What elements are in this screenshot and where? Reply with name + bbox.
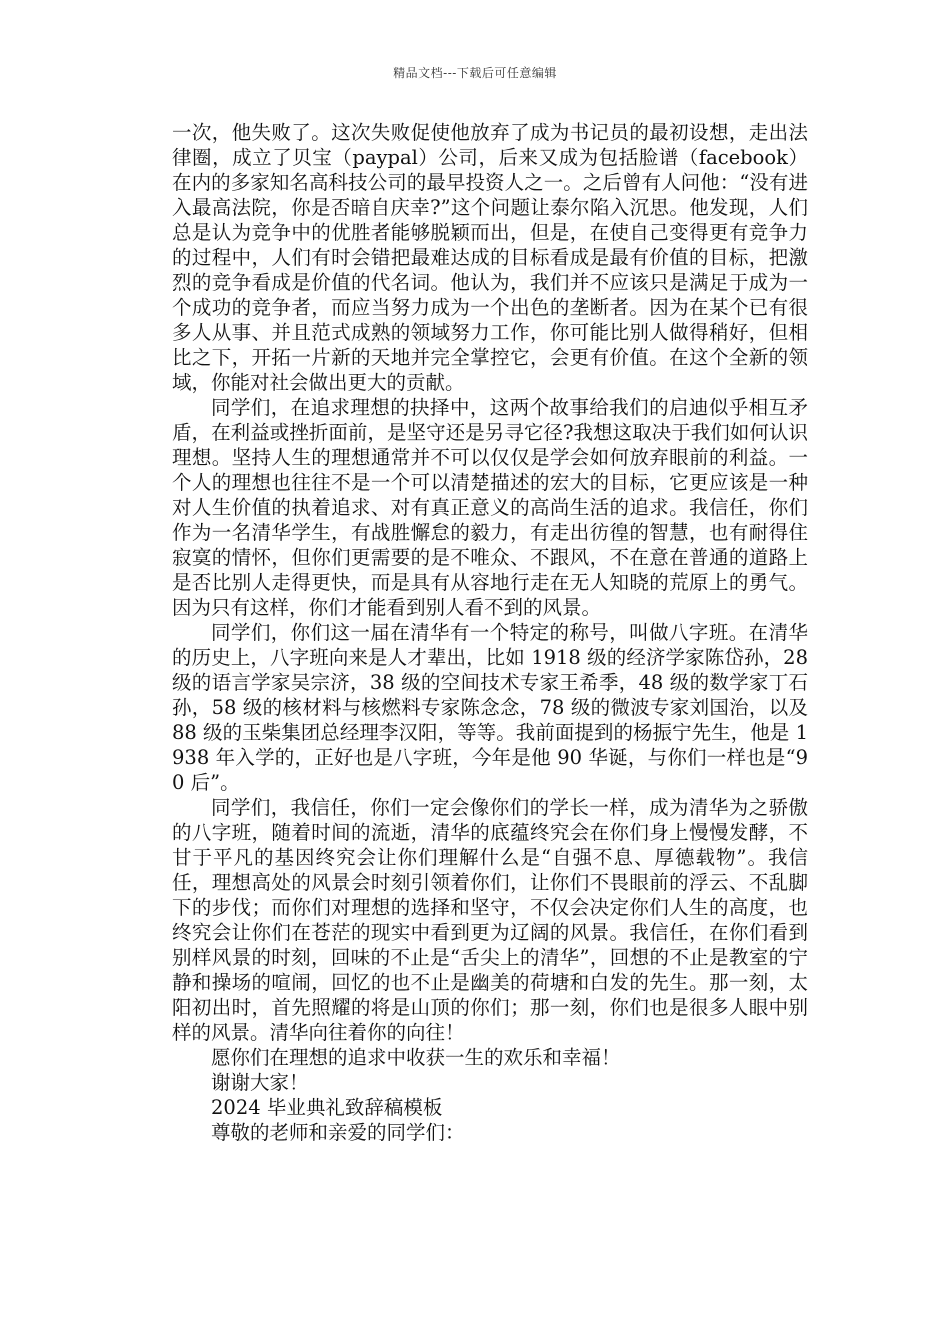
document-body	[172, 120, 808, 1145]
section-title: 2024 毕业典礼致辞稿模板	[211, 1096, 443, 1119]
paragraph: 同学们，我信任，你们一定会像你们的学长一样，成为清华为之骄傲的八字班，随着时间的流逝，清华的底蕴终究会在你们身上慢慢发酵，不甘于平凡的基因终究会让你们理解什么是“自强不息、厚德载物”。我信任，理想高处的风景会时刻引领着你们，让你们不畏眼前的浮云、不乱脚下的步伐；而你们对理想的选择和坚守，不仅会决定你们人生的高度，也终究会让你们在苍茫的现实中看到更为辽阔的风景。我信任，在你们看到别样风景的时刻，回味的不止是“舌尖上的清华”，回想的不止是教室的宁静和操场的喧闹，回忆的也不止是幽美的荷塘和白发的先生。那一刻，太阳初出时，首先照耀的将是山顶的你们；那一刻，你们也是很多人眼中别样的风景。清华向往着你的向往！	[172, 796, 808, 1044]
paragraph: 同学们，在追求理想的抉择中，这两个故事给我们的启迪似乎相互矛盾，在利益或挫折面前，是坚守还是另寻它径?我想这取决于我们如何认识理想。坚持人生的理想通常并不可以仅仅是学会如何放弃眼前的利益。一个人的理想也往往不是一个可以清楚描述的宏大的目标，它更应该是一种对人生价值的执着追求、对有真正意义的高尚生活的追求。我信任，你们作为一名清华学生，有战胜懈怠的毅力，有走出彷徨的智慧，也有耐得住寂寞的情怀，但你们更需要的是不唯众、不跟风，不在意在普通的道路上是否比别人走得更快，而是具有从容地行走在无人知晓的荒原上的勇气。因为只有这样，你们才能看到别人看不到的风景。	[172, 396, 808, 619]
paragraph-continuation: 一次，他失败了。这次失败促使他放弃了成为书记员的最初设想，走出法律圈，成立了贝宝（paypal）公司，后来又成为包括脸谱（facebook）在内的多家知名高科技公司的最早投资人之一。之后曾有人问他：“没有进入最高法院，你是否暗自庆幸?”这个问题让泰尔陷入沉思。他发现，人们总是认为竞争中的优胜者能够脱颖而出，但是，在使自己变得更有竞争力的过程中，人们有时会错把最难达成的目标看成是最有价值的目标，把激烈的竞争看成是价值的代名词。他认为，我们并不应该只是满足于成为一个成功的竞争者，而应当努力成为一个出色的垄断者。因为在某个已有很多人从事、并且范式成熟的领域努力工作，你可能比别人做得稍好，但相比之下，开拓一片新的天地并完全掌控它，会更有价值。在这个全新的领域，你能对社会做出更大的贡献。	[172, 121, 808, 394]
salutation: 尊敬的老师和亲爱的同学们：	[211, 1121, 465, 1144]
page-header: 精品文档---下载后可任意编辑	[393, 66, 557, 80]
thanks-line: 谢谢大家！	[211, 1071, 309, 1094]
paragraph: 同学们，你们这一届在清华有一个特定的称号，叫做八字班。在清华的历史上，八字班向来是人才辈出，比如 1918 级的经济学家陈岱孙，28 级的语言学家吴宗济，38 级的空间技术专家王希季，48 级的数学家丁石孙，58 级的核材料与核燃料专家陈念念，78 级的微波专家刘国治，以及 88 级的玉柴集团总经理李汉阳，等等。我前面提到的杨振宁先生，他是 1938 年入学的，正好也是八字班，今年是他 90 华诞，与你们一样也是“90 后”。	[172, 621, 808, 794]
closing-wish: 愿你们在理想的追求中收获一生的欢乐和幸福！	[211, 1046, 621, 1069]
